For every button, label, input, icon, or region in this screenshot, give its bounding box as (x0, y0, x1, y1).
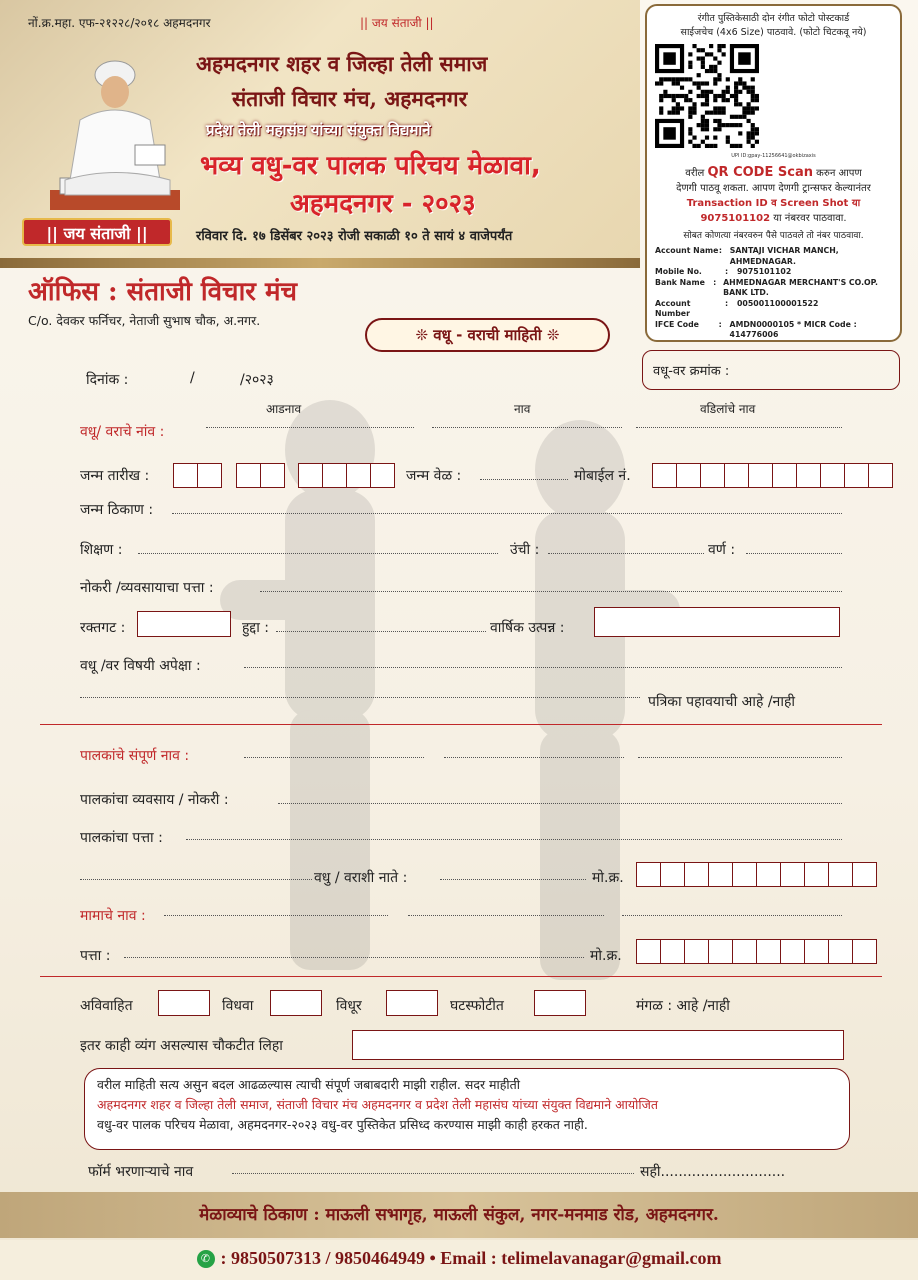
bank-key: Bank Name (655, 277, 705, 287)
unmarried-label: अविवाहित (80, 998, 133, 1014)
upi-id: UPI ID:gpay-11256641@okbizaxis (731, 153, 816, 159)
mobile-cells[interactable] (652, 463, 892, 488)
uncle-name-field-3[interactable] (622, 914, 842, 916)
bank-value: 9075101102 (737, 267, 792, 276)
whatsapp-icon: ✆ (197, 1250, 215, 1268)
divorced-label: घटस्फोटीत (450, 998, 504, 1014)
photo-instruction-line-2: साईजचेच (4x6 Size) पाठवावे. (फोटो चिटकवू नये) (680, 27, 867, 38)
birth-place-field[interactable] (172, 512, 842, 514)
blood-group-field[interactable] (137, 611, 231, 637)
education-label: शिक्षण : (80, 542, 123, 558)
parent-job-field[interactable] (278, 802, 842, 804)
title-line-4: भव्य वधु-वर पालक परिचय मेळावा, (200, 151, 541, 181)
parent-name-field-1[interactable] (244, 756, 424, 758)
widower-label: विधूर (336, 998, 362, 1014)
title-line-1: अहमदनगर शहर व जिल्हा तेली समाज (196, 51, 488, 76)
horoscope-check[interactable]: पत्रिका पहावयाची आहे /नाही (648, 694, 796, 710)
parent-mobile-label: मो.क्र. (592, 870, 624, 886)
parent-address-field-1[interactable] (186, 838, 842, 840)
unmarried-checkbox[interactable] (158, 990, 210, 1016)
uncle-address-field[interactable] (124, 956, 584, 958)
parent-address-label: पालकांचा पत्ता : (80, 830, 163, 846)
expectation-field-2[interactable] (80, 696, 640, 698)
kramank-field[interactable]: वधू-वर क्रमांक : (642, 350, 900, 390)
uncle-address-label: पत्ता : (80, 948, 111, 964)
bank-value: AHMEDNAGAR MERCHANT'S CO.OP. BANK LTD. (723, 277, 878, 297)
blood-group-label: रक्तगट : (80, 620, 126, 636)
payment-instructions (655, 165, 892, 226)
date-year: /२०२३ (240, 372, 274, 388)
mangal-check[interactable]: मंगळ : आहे /नाही (636, 998, 730, 1014)
qr-payment-panel (645, 4, 902, 342)
expectation-field-1[interactable] (244, 666, 842, 668)
widow-label: विधवा (222, 998, 254, 1014)
father-name-field[interactable] (636, 426, 842, 428)
expectation-label: वधू /वर विषयी अपेक्षा : (80, 658, 201, 674)
bank-row (655, 267, 892, 278)
bank-row (655, 278, 892, 299)
disability-field[interactable] (352, 1030, 844, 1060)
col-name: नाव (514, 402, 531, 416)
widower-checkbox[interactable] (386, 990, 438, 1016)
date-label: दिनांक : (86, 372, 129, 388)
uncle-mobile-label: मो.क्र. (590, 948, 622, 964)
date-slash: / (190, 370, 195, 386)
office-title: ऑफिस : संताजी विचार मंच (28, 277, 298, 307)
bank-value: SANTAJI VICHAR MANCH, AHMEDNAGAR. (729, 246, 839, 266)
header-banner (0, 0, 640, 258)
name-field[interactable] (432, 426, 622, 428)
parent-address-field-2[interactable] (80, 878, 312, 880)
bank-colon: : (718, 319, 722, 329)
parent-name-field-3[interactable] (638, 756, 842, 758)
dob-month-cells[interactable] (236, 463, 284, 488)
bride-groom-name-label: वधू/ वराचे नांव : (80, 424, 165, 440)
section-title-pill: ❊ वधू - वराची माहिती ❊ (365, 318, 610, 352)
complexion-field[interactable] (746, 552, 842, 554)
jay-santaji-badge: || जय संताजी || (22, 218, 172, 246)
filler-name-label: फॉर्म भरणाऱ्याचे नाव (88, 1164, 194, 1180)
section-divider-1 (40, 724, 882, 725)
payment-line-2: देणगी पाठवू शकता. आपण देणगी ट्रान्सफर केल्यानंतर (676, 183, 871, 194)
job-label: नोकरी /व्यवसायाचा पत्ता : (80, 580, 214, 596)
relation-label: वधु / वराशी नाते : (314, 870, 408, 886)
maternal-uncle-label: मामाचे नाव : (80, 908, 146, 924)
declaration-line-1: वरील माहिती सत्य असुन बदल आढळल्यास त्याची संपूर्ण जबाबदारी माझी राहील. सदर माहीती (97, 1077, 520, 1092)
bank-key: Mobile No. (655, 267, 702, 276)
height-label: उंची : (510, 542, 540, 558)
jay-santaji-top: || जय संताजी || (360, 16, 434, 30)
income-field[interactable] (594, 607, 840, 637)
bank-key: IFCE Code (655, 319, 699, 329)
birth-time-field[interactable] (480, 478, 568, 480)
uncle-name-field-2[interactable] (408, 914, 604, 916)
bank-colon: : (725, 298, 729, 308)
contact-text: : 9850507313 / 9850464949 • Email : telimelavanagar@gmail.com (220, 1248, 722, 1268)
saint-illustration-icon (40, 50, 190, 220)
income-label: वार्षिक उत्पन्न : (490, 620, 565, 636)
post-field[interactable] (276, 630, 486, 632)
parent-name-label: पालकांचे संपूर्ण नाव : (80, 748, 190, 764)
section-divider-2 (40, 976, 882, 977)
payment-line-1 (655, 165, 892, 181)
complexion-label: वर्ण : (708, 542, 736, 558)
photo-instruction (655, 12, 892, 40)
declaration-box (84, 1068, 850, 1150)
scan-text: QR CODE Scan (707, 165, 813, 180)
bank-key: Account Number (655, 298, 691, 318)
col-surname: आडनाव (266, 402, 302, 416)
parent-job-label: पालकांचा व्यवसाय / नोकरी : (80, 792, 229, 808)
bank-colon: : (718, 246, 722, 255)
qr-code-icon[interactable] (655, 44, 759, 148)
declaration-line-2: अहमदनगर शहर व जिल्हा तेली समाज, संताजी विचार मंच अहमदनगर व प्रदेश तेली महासंघ यांच्या संयुक्त विद्यमाने आयोजित (97, 1097, 659, 1112)
declaration-line-3: वधु-वर पालक परिचय मेळावा, अहमदनगर-२०२३ वधु-वर पुस्तिकेत प्रसिध्द करण्यास माझी काही हरकत नाही. (97, 1117, 588, 1132)
bank-key: Account Name (655, 246, 719, 255)
height-field[interactable] (548, 552, 704, 554)
dob-label: जन्म तारीख : (80, 468, 150, 484)
birth-place-label: जन्म ठिकाण : (80, 502, 154, 518)
dob-year-cells[interactable] (298, 463, 394, 488)
post-label: हुद्दा : (242, 620, 270, 636)
contact-bar (0, 1240, 918, 1280)
job-field[interactable] (260, 590, 842, 592)
bank-value: AMDN0000105 * MICR Code : 414776006 (729, 319, 857, 339)
payment-line-1a: वरील (685, 168, 708, 179)
payment-line-4 (655, 211, 892, 226)
filler-name-field[interactable] (232, 1172, 634, 1174)
parent-name-field-2[interactable] (444, 756, 624, 758)
event-date-line: रविवार दि. १७ डिसेंबर २०२३ रोजी सकाळी १० ते सायं ४ वाजेपर्यंत (196, 229, 513, 244)
payment-line-4b: या नंबरवर पाठवावा. (770, 213, 847, 224)
divorced-checkbox[interactable] (534, 990, 586, 1016)
dob-day-cells[interactable] (173, 463, 221, 488)
parent-mobile-cells[interactable] (636, 862, 876, 887)
title-line-3: प्रदेश तेली महासंघ यांच्या संयुक्त विद्यमाने (206, 121, 431, 139)
bank-details (655, 246, 892, 341)
payment-phone: 9075101102 (700, 213, 771, 224)
title-line-5: अहमदनगर - २०२३ (290, 189, 476, 219)
bank-colon: : (725, 267, 729, 276)
bank-value: 005001100001522 (737, 298, 819, 308)
title-line-2: संताजी विचार मंच, अहमदनगर (232, 86, 468, 111)
uncle-name-field-1[interactable] (164, 914, 388, 916)
header-separator (0, 258, 640, 268)
relation-field[interactable] (440, 878, 586, 880)
bank-row (655, 320, 892, 341)
bank-row (655, 299, 892, 320)
office-address: C/o. देवकर फर्निचर, नेताजी सुभाष चौक, अ.नगर. (28, 313, 261, 328)
widow-checkbox[interactable] (270, 990, 322, 1016)
birth-time-label: जन्म वेळ : (406, 468, 462, 484)
payment-note: सोबत कोणत्या नंबरवरुन पैसे पाठवले तो नंबर पाठवावा. (683, 231, 864, 241)
col-father-name: वडिलांचे नाव (700, 402, 756, 416)
photo-instruction-line-1: रंगीत पुस्तिकेसाठी दोन रंगीत फोटो पोस्टकार्ड (697, 13, 850, 24)
surname-field[interactable] (206, 426, 414, 428)
uncle-mobile-cells[interactable] (636, 939, 876, 964)
mobile-label: मोबाईल नं. (574, 468, 631, 484)
bank-colon: : (713, 277, 717, 287)
signature-field[interactable]: सही............................ (640, 1164, 786, 1180)
payment-line-1c: करुन आपण (812, 168, 862, 179)
bank-row (655, 246, 892, 267)
venue-band: मेळाव्याचे ठिकाण : माऊली सभागृह, माऊली संकुल, नगर-मनमाड रोड, अहमदनगर. (0, 1192, 918, 1238)
payment-line-3: Transaction ID व Screen Shot या (686, 198, 861, 209)
registration-number: नों.क्र.महा. एफ-२१२२८/२०१८ अहमदनगर (28, 16, 211, 30)
disability-label: इतर काही व्यंग असल्यास चौकटीत लिहा (80, 1038, 283, 1054)
education-field[interactable] (138, 552, 498, 554)
